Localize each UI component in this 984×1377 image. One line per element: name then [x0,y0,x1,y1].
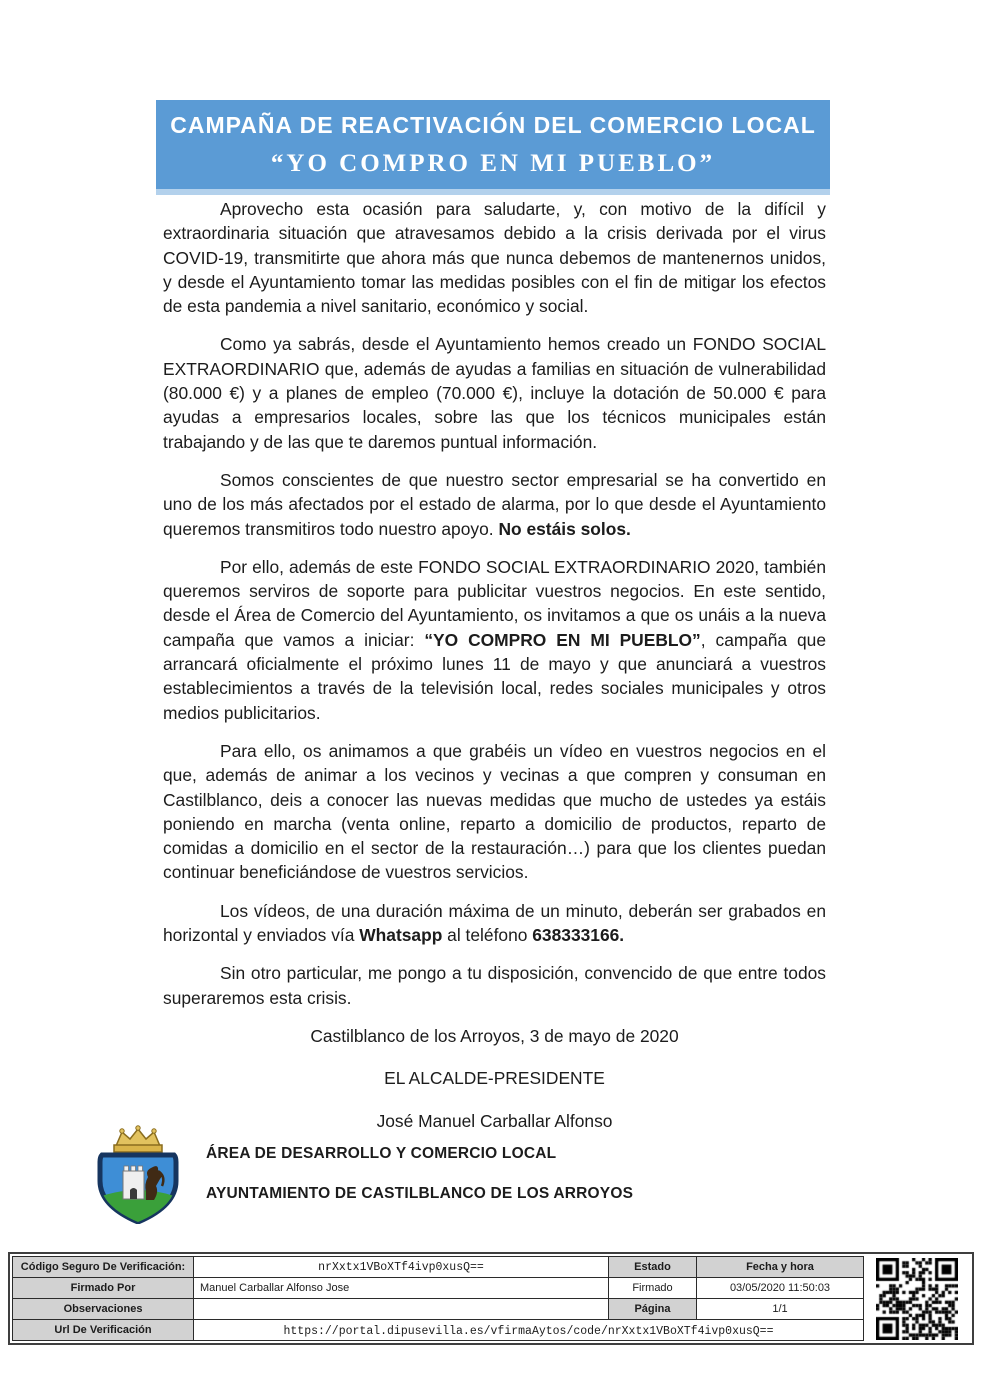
paragraph: Por ello, además de este FONDO SOCIAL EXTRAORDINARIO 2020, también queremos serviros de soporte para publicitar vuestros negocios. En este sentido, desde el Área de Comercio del Ayuntamiento, os invitamos a que os unáis a la nueva campaña que vamos a iniciar: “YO COMPRO EN MI PUEBLO”, campaña que arrancará oficialmente el próximo lunes 11 de mayo y que anunciará a vuestros establecimientos a través de la televisión local, redes sociales municipales y otros medios publicitarios. [163,556,826,723]
observaciones-value [194,1299,609,1320]
estado-header: Estado [609,1257,697,1278]
letter-body [163,197,826,1133]
paragraph: Los vídeos, de una duración máxima de un minuto, deberán ser grabados en horizontal y enviados vía Whatsapp al teléfono 638333166. [163,900,826,946]
csv-value: nrXxtx1VBoXTf4ivp0xusQ== [194,1257,609,1278]
firmado-label: Firmado Por [13,1278,194,1299]
qr-area [864,1256,970,1341]
letter-paragraphs [163,197,826,1010]
organisation-block [86,1124,633,1224]
estado-value: Firmado [609,1278,697,1299]
verification-table [12,1256,864,1341]
paragraph: Para ello, os animamos a que grabéis un vídeo en vuestros negocios en el que, además de animar a los vecinos y vecinas a que compren y consuman en Castilblanco, deis a conocer las nuevas medidas que mucho de ustedes ya estáis poniendo en marcha (venta online, reparto a domicilio de productos, reparto de comidas a domicilio en el sector de la restauración…) para que los clientes puedan continuar beneficiándose de vuestros servicios. [163,740,826,883]
csv-label: Código Seguro De Verificación: [13,1257,194,1278]
pagina-label: Página [609,1299,697,1320]
paragraph: Somos conscientes de que nuestro sector empresarial se ha convertido en uno de los más afectados por el estado de alarma, por lo que desde el Ayuntamiento queremos transmitiros todo nuestro apoyo. No estáis solos. [163,469,826,539]
org-area-line: ÁREA DE DESARROLLO Y COMERCIO LOCAL [206,1145,557,1162]
banner-slogan: “YO COMPRO EN MI PUEBLO” [270,149,716,177]
url-label: Url De Verificación [13,1320,194,1340]
signer-name: José Manuel Carballar Alfonso [376,1110,613,1131]
verification-url[interactable]: https://portal.dipusevilla.es/vfirmaAytos/code/nrXxtx1VBoXTf4ivp0xusQ== [194,1320,863,1340]
observaciones-label: Observaciones [13,1299,194,1320]
pagina-value: 1/1 [697,1299,863,1320]
qr-code-icon [876,1258,958,1340]
paragraph: Aprovecho esta ocasión para saludarte, y, con motivo de la difícil y extraordinaria situación que atravesamos debido a la crisis derivada por el virus COVID-19, transmitirte que ahora más que nunca debemos de mantenernos unidos, y desde el Ayuntamiento tomar las medidas posibles con el fin de mitigar los efectos de esta pandemia a nivel sanitario, económico y social. [163,199,826,317]
signature-verification-footer [8,1252,974,1345]
castilblanco-coat-of-arms-icon [86,1124,190,1224]
signer-title: EL ALCALDE-PRESIDENTE [384,1068,605,1089]
fecha-value: 03/05/2020 11:50:03 [697,1278,863,1299]
org-council-line: AYUNTAMIENTO DE CASTILBLANCO DE LOS ARROYOS [206,1185,634,1202]
fecha-header: Fecha y hora [697,1257,863,1278]
campaign-banner [156,100,830,195]
firmado-value: Manuel Carballar Alfonso Jose [194,1278,609,1299]
banner-title: CAMPAÑA DE REACTIVACIÓN DEL COMERCIO LOCAL [170,112,816,138]
place-date-line: Castilblanco de los Arroyos, 3 de mayo de 2020 [310,1025,679,1046]
paragraph: Como ya sabrás, desde el Ayuntamiento hemos creado un FONDO SOCIAL EXTRAORDINARIO que, además de ayudas a familias en situación de vulnerabilidad (80.000 €) y a planes de empleo (70.000 €), incluye la dotación de 50.000 € para ayudas a empresarios locales, sobre las que los técnicos municipales están trabajando y de las que te daremos puntual información. [163,334,826,452]
organisation-names [206,1145,633,1203]
paragraph: Sin otro particular, me pongo a tu disposición, convencido de que entre todos superaremos esta crisis. [163,963,826,1008]
